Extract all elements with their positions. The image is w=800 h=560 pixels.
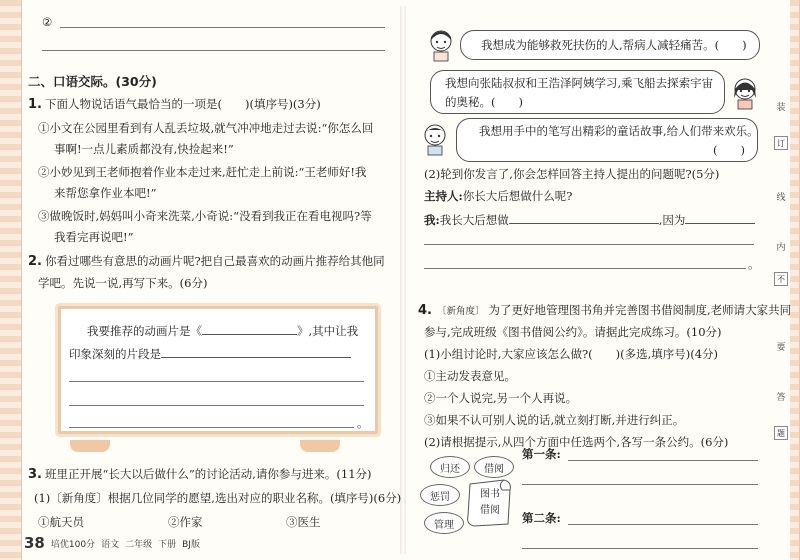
book-label: 借阅	[480, 505, 500, 516]
rule-label: 第一条:	[522, 447, 561, 461]
answer-prefix: 我长大后想做	[439, 213, 509, 227]
binding-char: 不	[774, 272, 788, 286]
question-number: 3.	[28, 467, 42, 482]
girl-avatar-icon	[730, 76, 760, 110]
option-text: ③做晚饭时,妈妈叫小奇来洗菜,小奇说:“没看到我正在看电视吗?等	[38, 209, 372, 223]
speech-text: 的奥秘。( )	[445, 95, 523, 109]
answer-line[interactable]	[42, 50, 385, 51]
right-decorative-edge	[790, 0, 800, 560]
job-option: ①航天员	[38, 515, 84, 529]
sub-question: (1)小组讨论时,大家应该怎么做?( )(多选,填序号)(4分)	[424, 347, 718, 361]
answer-line[interactable]	[522, 548, 758, 549]
question-prompt: 学吧。先说一说,再写下来。(6分)	[38, 276, 208, 290]
question-prompt: 下面人物说话语气最恰当的一项是( )(填序号)(3分)	[44, 97, 321, 111]
left-decorative-edge	[0, 0, 22, 560]
answer-line[interactable]	[69, 405, 364, 406]
speech-text: ( )	[713, 143, 745, 157]
answer-prefix: ,因为	[658, 213, 686, 227]
page-footer	[24, 534, 200, 552]
item-marker: ②	[42, 15, 53, 29]
binding-char: 内	[776, 243, 786, 253]
page-number: 38	[24, 534, 45, 552]
me-label: 我:	[424, 213, 440, 227]
section-title: 二、口语交际。(30分)	[28, 74, 157, 89]
option-text: ①主动发表意见。	[424, 369, 516, 383]
option-text: 我看完再说吧!”	[54, 230, 134, 244]
question-number: 4.	[418, 303, 432, 318]
cloud-return: 归还	[430, 456, 470, 478]
cloud-penalty: 惩罚	[420, 484, 460, 506]
question-number: 2.	[28, 254, 42, 269]
career-blank[interactable]	[509, 210, 659, 224]
cloud-borrow: 借阅	[474, 456, 514, 478]
question-number: 1.	[28, 97, 42, 112]
option-text: 来帮您拿作业本吧!”	[54, 186, 157, 200]
binding-char: 答	[776, 393, 786, 403]
option-text: 事啊!一点儿素质都没有,快捡起来!”	[54, 142, 234, 156]
answer-line[interactable]	[161, 344, 351, 358]
speech-text: 我想用手中的笔写出精彩的童话故事,给人们带来欢乐。	[479, 124, 759, 138]
job-option: ③医生	[286, 515, 321, 529]
term: 下册	[158, 539, 177, 550]
rule-one-line[interactable]	[568, 460, 758, 461]
job-option: ②作家	[168, 515, 203, 529]
rule-two-line[interactable]	[568, 524, 758, 525]
sub-question: (2)轮到你发言了,你会怎样回答主持人提出的问题呢?(5分)	[424, 167, 720, 181]
grade: 二年级	[125, 539, 153, 550]
option-text: ②小妙见到王老师抱着作业本走过来,赶忙走上前说:“王老师好!我	[38, 165, 367, 179]
page-gutter	[400, 6, 406, 554]
question-prompt: 参与,完成班级《图书借阅公约》。请据此完成练习。(10分)	[424, 325, 722, 339]
host-question: 你长大后想做什么呢?	[462, 189, 573, 203]
binding-char: 线	[776, 193, 786, 203]
girl-avatar-icon	[426, 28, 456, 62]
question-prompt: 你看过哪些有意思的动画片呢?把自己最喜欢的动画片推荐给其他同	[44, 254, 385, 268]
sub-question: (1)〔新角度〕根据几位同学的愿望,选出对应的职业名称。(填序号)(6分)	[34, 491, 402, 505]
binding-char: 题	[774, 426, 788, 440]
answer-line[interactable]	[69, 381, 364, 382]
speech-text: 我想向张陆叔叔和王浩泽阿姨学习,乘飞船去探索宇宙	[445, 76, 714, 90]
option-text: ③如果不认可别人说的话,就立刻打断,并进行纠正。	[424, 413, 685, 427]
question-prompt: 班里正开展“长大以后做什么”的讨论活动,请你参与进来。(11分)	[44, 467, 372, 481]
sub-question: (2)请根据提示,从四个方面中任选两个,各写一条公约。(6分)	[424, 435, 729, 449]
speech-bubble	[460, 30, 760, 60]
board-text: 我要推荐的动画片是《	[87, 324, 202, 338]
answer-line[interactable]	[424, 268, 746, 269]
answer-line[interactable]	[424, 244, 754, 245]
binding-char: 要	[776, 343, 786, 353]
board-leg	[70, 440, 110, 452]
book-label: 图书	[480, 489, 500, 500]
rule-label: 第二条:	[522, 511, 561, 525]
cloud-manage: 管理	[424, 512, 464, 534]
subject: 语文	[101, 539, 120, 550]
reason-blank[interactable]	[685, 210, 755, 224]
option-text: ②一个人说完,另一个人再说。	[424, 391, 578, 405]
speech-bubble	[456, 118, 758, 162]
board-text: 印象深刻的片段是	[69, 347, 161, 361]
board-text: 》,其中让我	[297, 324, 359, 338]
edition: BJ版	[182, 539, 200, 550]
binding-char: 装	[776, 103, 786, 113]
board-leg	[300, 440, 340, 452]
recommendation-board	[58, 306, 378, 434]
answer-line[interactable]	[60, 27, 385, 28]
cartoon-name-blank[interactable]	[202, 321, 297, 335]
series-name: 培优100分	[50, 539, 96, 550]
scroll-book-icon	[464, 478, 516, 528]
answer-line[interactable]	[69, 427, 354, 428]
host-label: 主持人:	[424, 189, 463, 203]
question-prompt: 为了更好地管理图书角并完善图书借阅制度,老师请大家共同	[488, 303, 792, 317]
sentence-end: 。	[748, 257, 760, 271]
option-text: ①小文在公园里看到有人乱丢垃圾,就气冲冲地走过去说:“你怎么回	[38, 121, 374, 135]
speech-text: 我想成为能够救死扶伤的人,帮病人减轻痛苦。( )	[481, 38, 747, 52]
board-text: 。	[357, 416, 369, 430]
binding-char: 订	[774, 136, 788, 150]
speech-bubble	[430, 70, 725, 114]
boy-avatar-icon	[420, 122, 450, 156]
new-angle-tag: 〔新角度〕	[436, 306, 485, 317]
answer-line[interactable]	[522, 484, 758, 485]
